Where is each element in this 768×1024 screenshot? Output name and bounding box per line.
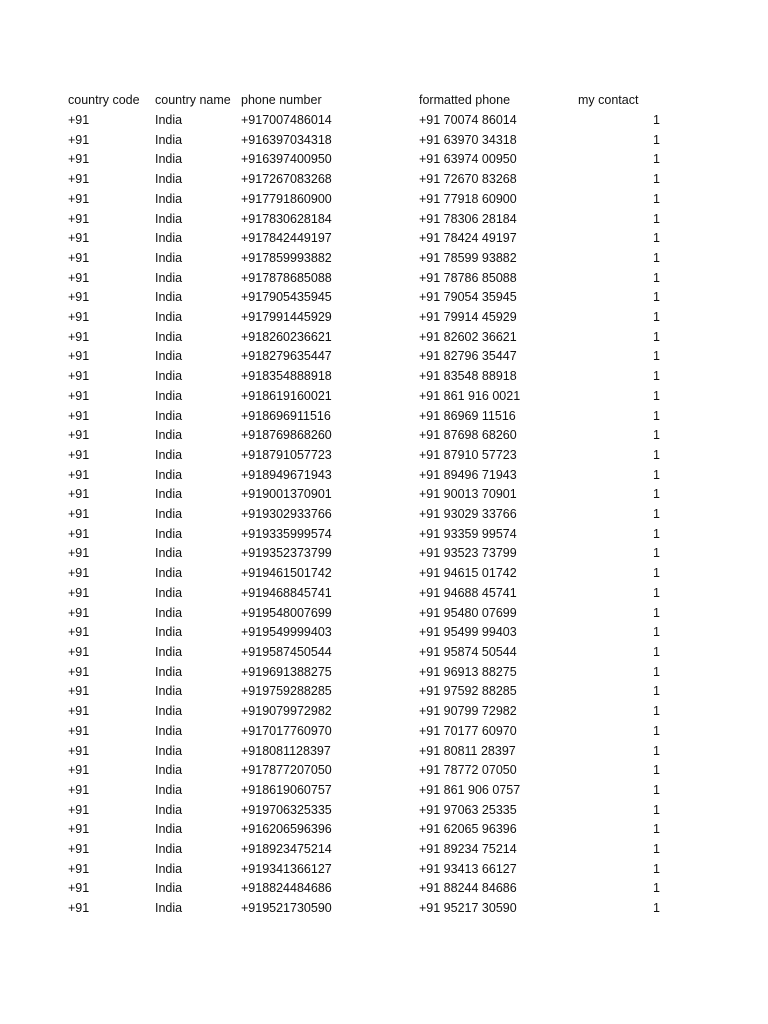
cell-country-code: +91 [68, 644, 90, 659]
header-country-code: country code [68, 93, 140, 107]
header-phone-number: phone number [241, 93, 322, 107]
table-row [67, 190, 663, 210]
cell-phone-number: +918279635447 [241, 349, 332, 364]
cell-country-name: India [155, 546, 183, 561]
cell-country-code: +91 [68, 132, 90, 147]
cell-my-contact: 1 [653, 664, 660, 679]
table-row [67, 643, 663, 663]
cell-phone-number: +919759288285 [241, 684, 332, 699]
cell-my-contact: 1 [653, 782, 660, 797]
cell-country-name: India [155, 507, 183, 522]
cell-country-code: +91 [68, 625, 90, 640]
cell-my-contact: 1 [653, 507, 660, 522]
cell-country-name: India [155, 132, 183, 147]
cell-formatted-phone: +91 89234 75214 [419, 842, 517, 857]
cell-my-contact: 1 [653, 467, 660, 482]
cell-phone-number: +919302933766 [241, 507, 332, 522]
cell-country-code: +91 [68, 250, 90, 265]
cell-phone-number: +916397034318 [241, 132, 332, 147]
table-row [67, 761, 663, 781]
cell-phone-number: +917842449197 [241, 231, 332, 246]
cell-phone-number: +917878685088 [241, 270, 332, 285]
cell-phone-number: +919548007699 [241, 605, 332, 620]
cell-my-contact: 1 [653, 881, 660, 896]
cell-country-name: India [155, 270, 183, 285]
cell-phone-number: +918260236621 [241, 329, 332, 344]
table-row [67, 328, 663, 348]
cell-my-contact: 1 [653, 132, 660, 147]
cell-formatted-phone: +91 96913 88275 [419, 664, 517, 679]
table-row [67, 308, 663, 328]
cell-country-code: +91 [68, 763, 90, 778]
cell-phone-number: +919461501742 [241, 566, 332, 581]
cell-country-code: +91 [68, 447, 90, 462]
cell-country-name: India [155, 369, 183, 384]
cell-country-name: India [155, 763, 183, 778]
cell-formatted-phone: +91 78599 93882 [419, 250, 517, 265]
table-body [67, 111, 663, 919]
cell-country-name: India [155, 842, 183, 857]
table-row [67, 820, 663, 840]
cell-country-code: +91 [68, 231, 90, 246]
cell-country-name: India [155, 172, 183, 187]
cell-country-code: +91 [68, 664, 90, 679]
header-country-name: country name [155, 93, 231, 107]
cell-country-name: India [155, 487, 183, 502]
cell-phone-number: +918923475214 [241, 842, 332, 857]
table-row [67, 407, 663, 427]
cell-phone-number: +919335999574 [241, 526, 332, 541]
table-row [67, 525, 663, 545]
cell-country-code: +91 [68, 802, 90, 817]
cell-country-code: +91 [68, 782, 90, 797]
cell-my-contact: 1 [653, 802, 660, 817]
cell-formatted-phone: +91 94615 01742 [419, 566, 517, 581]
cell-my-contact: 1 [653, 369, 660, 384]
cell-country-name: India [155, 388, 183, 403]
cell-country-name: India [155, 684, 183, 699]
cell-formatted-phone: +91 72670 83268 [419, 172, 517, 187]
cell-phone-number: +919549999403 [241, 625, 332, 640]
cell-phone-number: +917991445929 [241, 310, 332, 325]
cell-country-code: +91 [68, 290, 90, 305]
cell-country-code: +91 [68, 881, 90, 896]
cell-country-name: India [155, 822, 183, 837]
cell-country-name: India [155, 329, 183, 344]
cell-my-contact: 1 [653, 625, 660, 640]
cell-country-name: India [155, 467, 183, 482]
cell-country-name: India [155, 644, 183, 659]
cell-my-contact: 1 [653, 211, 660, 226]
cell-country-code: +91 [68, 152, 90, 167]
cell-country-code: +91 [68, 369, 90, 384]
cell-formatted-phone: +91 88244 84686 [419, 881, 517, 896]
cell-phone-number: +917859993882 [241, 250, 332, 265]
cell-country-name: India [155, 625, 183, 640]
cell-formatted-phone: +91 86969 11516 [419, 408, 516, 423]
cell-formatted-phone: +91 861 906 0757 [419, 782, 521, 797]
cell-my-contact: 1 [653, 388, 660, 403]
table-row [67, 801, 663, 821]
cell-my-contact: 1 [653, 231, 660, 246]
header-row [67, 90, 663, 111]
cell-country-name: India [155, 428, 183, 443]
cell-country-name: India [155, 113, 183, 127]
cell-country-name: India [155, 231, 183, 246]
cell-phone-number: +917791860900 [241, 191, 332, 206]
cell-country-code: +91 [68, 113, 90, 127]
cell-formatted-phone: +91 80811 28397 [419, 743, 516, 758]
cell-phone-number: +919587450544 [241, 644, 332, 659]
cell-formatted-phone: +91 95217 30590 [419, 901, 517, 916]
cell-country-name: India [155, 290, 183, 305]
cell-country-name: India [155, 723, 183, 738]
cell-country-code: +91 [68, 270, 90, 285]
cell-phone-number: +919468845741 [241, 585, 332, 600]
cell-phone-number: +918824484686 [241, 881, 332, 896]
cell-my-contact: 1 [653, 250, 660, 265]
cell-my-contact: 1 [653, 723, 660, 738]
cell-phone-number: +917007486014 [241, 113, 332, 127]
cell-country-code: +91 [68, 191, 90, 206]
table-row [67, 347, 663, 367]
cell-phone-number: +919691388275 [241, 664, 332, 679]
cell-country-code: +91 [68, 585, 90, 600]
cell-country-name: India [155, 152, 183, 167]
cell-country-name: India [155, 743, 183, 758]
cell-country-name: India [155, 861, 183, 876]
cell-country-name: India [155, 881, 183, 896]
cell-my-contact: 1 [653, 684, 660, 699]
cell-country-code: +91 [68, 388, 90, 403]
cell-formatted-phone: +91 82796 35447 [419, 349, 517, 364]
cell-my-contact: 1 [653, 310, 660, 325]
table-row [67, 131, 663, 151]
table-row [67, 426, 663, 446]
cell-country-code: +91 [68, 861, 90, 876]
cell-country-name: India [155, 447, 183, 462]
cell-phone-number: +917830628184 [241, 211, 332, 226]
cell-phone-number: +917267083268 [241, 172, 332, 187]
cell-formatted-phone: +91 95480 07699 [419, 605, 517, 620]
cell-my-contact: 1 [653, 585, 660, 600]
cell-country-name: India [155, 901, 183, 916]
cell-country-name: India [155, 802, 183, 817]
cell-formatted-phone: +91 95499 99403 [419, 625, 517, 640]
table-row [67, 485, 663, 505]
table-row [67, 367, 663, 387]
cell-my-contact: 1 [653, 152, 660, 167]
cell-country-name: India [155, 191, 183, 206]
cell-country-code: +91 [68, 605, 90, 620]
cell-my-contact: 1 [653, 526, 660, 541]
cell-formatted-phone: +91 78424 49197 [419, 231, 517, 246]
table-row [67, 170, 663, 190]
cell-country-name: India [155, 782, 183, 797]
cell-my-contact: 1 [653, 447, 660, 462]
cell-formatted-phone: +91 70177 60970 [419, 723, 517, 738]
cell-formatted-phone: +91 93413 66127 [419, 861, 517, 876]
table-row [67, 288, 663, 308]
cell-formatted-phone: +91 93359 99574 [419, 526, 517, 541]
cell-phone-number: +918619160021 [241, 388, 332, 403]
table-row [67, 722, 663, 742]
table-row [67, 682, 663, 702]
table-row [67, 742, 663, 762]
cell-phone-number: +916397400950 [241, 152, 332, 167]
cell-formatted-phone: +91 94688 45741 [419, 585, 517, 600]
cell-country-code: +91 [68, 743, 90, 758]
cell-formatted-phone: +91 79054 35945 [419, 290, 517, 305]
table-row [67, 505, 663, 525]
cell-country-name: India [155, 349, 183, 364]
cell-country-code: +91 [68, 901, 90, 916]
cell-my-contact: 1 [653, 566, 660, 581]
cell-my-contact: 1 [653, 172, 660, 187]
cell-country-code: +91 [68, 704, 90, 719]
cell-my-contact: 1 [653, 605, 660, 620]
cell-formatted-phone: +91 78306 28184 [419, 211, 517, 226]
cell-formatted-phone: +91 97063 25335 [419, 802, 517, 817]
cell-formatted-phone: +91 78786 85088 [419, 270, 517, 285]
table-row [67, 623, 663, 643]
table-row [67, 446, 663, 466]
cell-phone-number: +918081128397 [241, 743, 331, 758]
header-formatted-phone: formatted phone [419, 93, 511, 107]
cell-country-name: India [155, 664, 183, 679]
cell-formatted-phone: +91 87910 57723 [419, 447, 517, 462]
table-row [67, 781, 663, 801]
cell-formatted-phone: +91 77918 60900 [419, 191, 517, 206]
cell-phone-number: +918791057723 [241, 447, 332, 462]
cell-formatted-phone: +91 861 916 0021 [419, 388, 521, 403]
cell-my-contact: 1 [653, 191, 660, 206]
cell-phone-number: +918949671943 [241, 467, 332, 482]
cell-formatted-phone: +91 79914 45929 [419, 310, 517, 325]
cell-my-contact: 1 [653, 270, 660, 285]
cell-country-code: +91 [68, 428, 90, 443]
cell-my-contact: 1 [653, 861, 660, 876]
cell-formatted-phone: +91 97592 88285 [419, 684, 517, 699]
cell-phone-number: +919352373799 [241, 546, 332, 561]
cell-country-name: India [155, 211, 183, 226]
table-row [67, 466, 663, 486]
cell-phone-number: +919079972982 [241, 704, 332, 719]
table-row [67, 604, 663, 624]
cell-phone-number: +918696911516 [241, 408, 331, 423]
cell-my-contact: 1 [653, 113, 660, 127]
cell-my-contact: 1 [653, 428, 660, 443]
table-row [67, 387, 663, 407]
table-row [67, 269, 663, 289]
table-row [67, 249, 663, 269]
cell-country-code: +91 [68, 467, 90, 482]
cell-formatted-phone: +91 89496 71943 [419, 467, 517, 482]
cell-country-code: +91 [68, 172, 90, 187]
cell-my-contact: 1 [653, 408, 660, 423]
cell-country-code: +91 [68, 507, 90, 522]
cell-country-code: +91 [68, 526, 90, 541]
cell-phone-number: +918354888918 [241, 369, 332, 384]
cell-formatted-phone: +91 70074 86014 [419, 113, 517, 127]
table-row [67, 840, 663, 860]
cell-my-contact: 1 [653, 822, 660, 837]
cell-country-code: +91 [68, 329, 90, 344]
cell-formatted-phone: +91 95874 50544 [419, 644, 517, 659]
cell-country-code: +91 [68, 842, 90, 857]
cell-formatted-phone: +91 62065 96396 [419, 822, 517, 837]
cell-country-code: +91 [68, 310, 90, 325]
table-row [67, 584, 663, 604]
cell-formatted-phone: +91 78772 07050 [419, 763, 517, 778]
cell-my-contact: 1 [653, 743, 660, 758]
cell-country-code: +91 [68, 566, 90, 581]
table-row [67, 879, 663, 899]
cell-country-code: +91 [68, 349, 90, 364]
table-row [67, 663, 663, 683]
cell-country-name: India [155, 250, 183, 265]
table-row [67, 111, 663, 131]
cell-country-name: India [155, 526, 183, 541]
cell-my-contact: 1 [653, 329, 660, 344]
cell-phone-number: +919001370901 [241, 487, 332, 502]
cell-my-contact: 1 [653, 704, 660, 719]
header-my-contact: my contact [578, 93, 639, 107]
cell-country-name: India [155, 585, 183, 600]
table-row [67, 150, 663, 170]
cell-my-contact: 1 [653, 290, 660, 305]
cell-country-code: +91 [68, 487, 90, 502]
cell-my-contact: 1 [653, 487, 660, 502]
cell-formatted-phone: +91 63970 34318 [419, 132, 517, 147]
cell-country-name: India [155, 408, 183, 423]
cell-formatted-phone: +91 87698 68260 [419, 428, 517, 443]
contacts-table [67, 90, 663, 919]
table-row [67, 229, 663, 249]
contacts-sheet [0, 90, 768, 919]
cell-formatted-phone: +91 93523 73799 [419, 546, 517, 561]
table-row [67, 899, 663, 919]
cell-phone-number: +917877207050 [241, 763, 332, 778]
cell-phone-number: +917905435945 [241, 290, 332, 305]
cell-phone-number: +919706325335 [241, 802, 332, 817]
cell-phone-number: +916206596396 [241, 822, 332, 837]
table-row [67, 544, 663, 564]
cell-my-contact: 1 [653, 349, 660, 364]
cell-country-name: India [155, 605, 183, 620]
cell-phone-number: +917017760970 [241, 723, 332, 738]
cell-formatted-phone: +91 63974 00950 [419, 152, 517, 167]
cell-my-contact: 1 [653, 546, 660, 561]
cell-country-code: +91 [68, 211, 90, 226]
cell-country-name: India [155, 566, 183, 581]
table-row [67, 564, 663, 584]
cell-formatted-phone: +91 93029 33766 [419, 507, 517, 522]
cell-phone-number: +919521730590 [241, 901, 332, 916]
cell-formatted-phone: +91 90799 72982 [419, 704, 517, 719]
table-row [67, 860, 663, 880]
cell-my-contact: 1 [653, 644, 660, 659]
cell-country-code: +91 [68, 546, 90, 561]
cell-phone-number: +918619060757 [241, 782, 332, 797]
cell-formatted-phone: +91 83548 88918 [419, 369, 517, 384]
cell-phone-number: +919341366127 [241, 861, 332, 876]
cell-my-contact: 1 [653, 763, 660, 778]
cell-country-code: +91 [68, 723, 90, 738]
table-row [67, 210, 663, 230]
cell-country-code: +91 [68, 408, 90, 423]
cell-my-contact: 1 [653, 901, 660, 916]
table-row [67, 702, 663, 722]
cell-country-name: India [155, 310, 183, 325]
cell-formatted-phone: +91 82602 36621 [419, 329, 517, 344]
cell-country-code: +91 [68, 822, 90, 837]
cell-my-contact: 1 [653, 842, 660, 857]
cell-country-name: India [155, 704, 183, 719]
cell-phone-number: +918769868260 [241, 428, 332, 443]
cell-country-code: +91 [68, 684, 90, 699]
cell-formatted-phone: +91 90013 70901 [419, 487, 517, 502]
